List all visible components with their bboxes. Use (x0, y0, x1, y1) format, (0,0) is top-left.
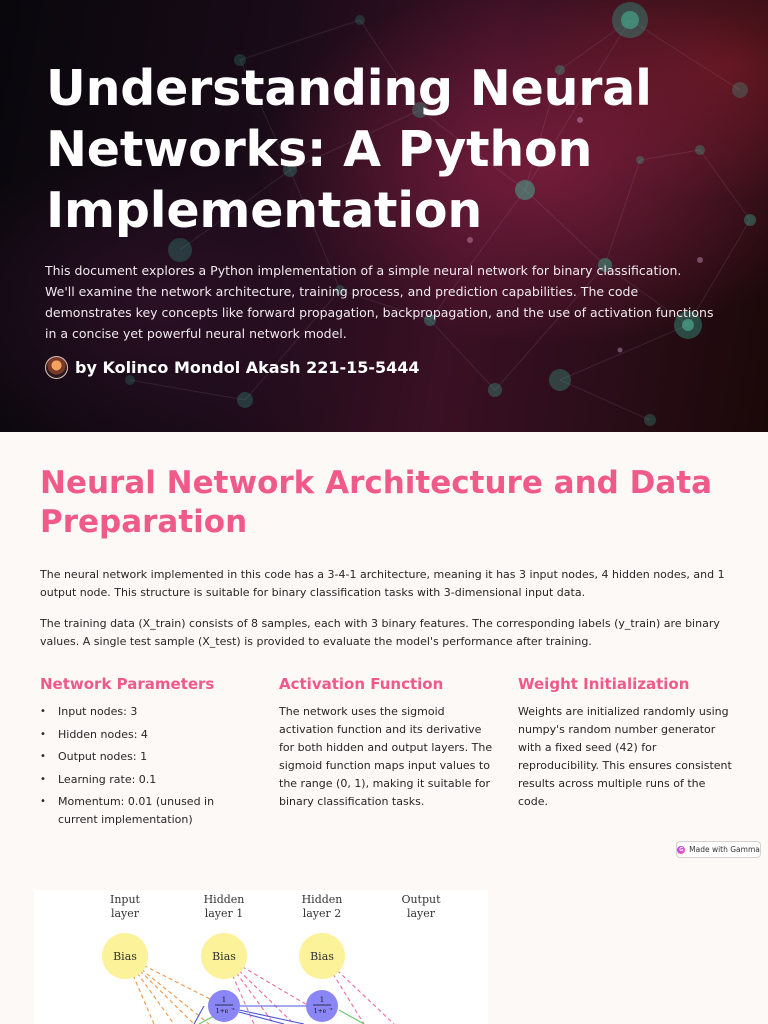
list-item-text: Input nodes: 3 (58, 705, 138, 718)
made-with-gamma-badge[interactable] (676, 841, 761, 858)
activation-function-body: The network uses the sigmoid activation function and its derivative for both hidden and output layers. The sigmoid function maps input values to the range (0, 1), making it suitable for binary classification tasks. (279, 705, 493, 808)
bullet-icon: • (40, 773, 46, 785)
bullet-icon: • (40, 728, 46, 740)
author-line (45, 356, 420, 379)
layer-label-output (386, 893, 456, 921)
list-item (40, 703, 255, 721)
network-parameters-title: Network Parameters (40, 675, 215, 693)
bullet-icon: • (40, 751, 46, 762)
list-item-text: Output nodes: 1 (58, 750, 148, 763)
hero-banner (0, 0, 768, 432)
bullet-icon: • (40, 706, 46, 717)
weight-initialization-title: Weight Initialization (518, 675, 690, 693)
bias-label-input: Bias (113, 950, 137, 963)
neural-network-diagram (34, 890, 488, 1024)
network-parameters-column (40, 674, 255, 834)
list-item (40, 726, 255, 744)
layer-label-line2: layer 1 (204, 907, 244, 920)
layer-label-hidden-1 (189, 893, 259, 921)
sigmoid-numerator: 1 (319, 996, 325, 1004)
sigmoid-exponent: -z (329, 1006, 333, 1011)
bias-label-hidden-1: Bias (212, 950, 236, 963)
sigmoid-exponent: -z (231, 1006, 235, 1011)
layer-label-line2: layer (110, 907, 140, 920)
architecture-paragraph: The neural network implemented in this code has a 3-4-1 architecture, meaning it has 3 input nodes, 4 hidden nodes, and 1 output node. This structure is suitable for binary classification tasks with 3-dimensional input data. (40, 568, 725, 599)
layer-label-line1: Input (110, 893, 140, 906)
sigmoid-node-hidden-1 (208, 990, 240, 1022)
sigmoid-node-hidden-2 (306, 990, 338, 1022)
layer-label-input (90, 893, 160, 921)
list-item-text: Hidden nodes: 4 (58, 727, 148, 741)
layer-label-line2: layer (406, 907, 436, 920)
list-item-text: Learning rate: 0.1 (58, 772, 157, 786)
list-item (40, 793, 255, 829)
layer-label-line1: Hidden (301, 893, 343, 906)
bias-node-hidden-1 (201, 933, 247, 979)
section-heading: Neural Network Architecture and Data Preparation (40, 465, 713, 540)
avatar (45, 356, 68, 379)
network-parameters-list (40, 703, 255, 829)
layer-label-line1: Output (401, 893, 441, 906)
hero-description: This document explores a Python implementation of a simple neural network for binary classification. We'll examine the network architecture, training process, and prediction capabilities. The code demonstrates key concepts like forward propagation, backpropagation, and the use of activation functions in a concise yet powerful neural network model. (45, 263, 714, 341)
layer-label-line1: Hidden (203, 893, 245, 906)
sigmoid-denominator: 1+e (215, 1008, 229, 1015)
gamma-logo-icon: G (679, 846, 684, 853)
bias-node-hidden-2 (299, 933, 345, 979)
bias-label-hidden-2: Bias (310, 950, 334, 963)
layer-label-hidden-2 (287, 893, 357, 921)
training-data-paragraph: The training data (X_train) consists of 8 samples, each with 3 binary features. The corresponding labels (y_train) are binary values. A single test sample (X_test) is provided to evaluate the model's performance after training. (40, 617, 720, 648)
bias-node-input (102, 933, 148, 979)
weight-initialization-body: Weights are initialized randomly using numpy's random number generator with a fixed seed (42) for reproducibility. This ensures consistent results across multiple runs of the code. (518, 705, 732, 808)
list-item (40, 771, 255, 789)
weight-initialization-column (518, 674, 733, 811)
activation-function-column (279, 674, 494, 811)
badge-label: Made with Gamma (689, 845, 760, 854)
author-name: by Kolinco Mondol Akash 221-15-5444 (75, 358, 420, 377)
layer-label-line2: layer 2 (302, 907, 342, 920)
page-title: Understanding Neural Networks: A Python Implementation (46, 60, 652, 239)
list-item-text: Momentum: 0.01 (unused in current implementation) (58, 795, 215, 826)
sigmoid-numerator: 1 (221, 996, 227, 1004)
bullet-icon: • (40, 796, 46, 807)
list-item (40, 748, 255, 766)
sigmoid-denominator: 1+e (313, 1008, 327, 1015)
activation-function-title: Activation Function (279, 675, 444, 693)
